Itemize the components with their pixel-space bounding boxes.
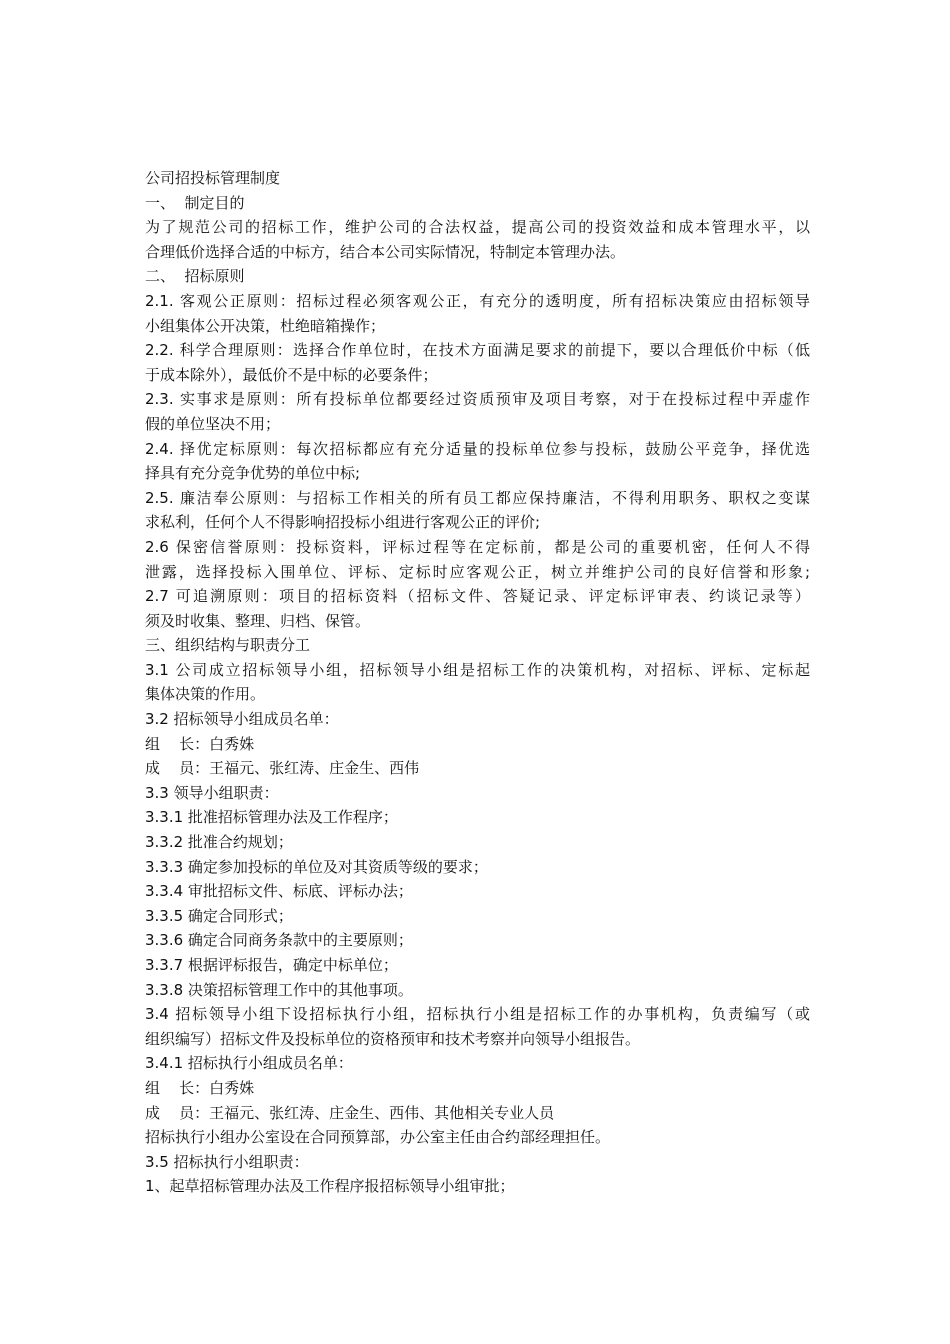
document-line: 2.3. 实事求是原则：所有投标单位都要经过资质预审及项目考察，对于在投标过程中弄虚作 — [145, 390, 810, 409]
document-body — [145, 166, 810, 1199]
document-line: 2.4. 择优定标原则：每次招标都应有充分适量的投标单位参与投标，鼓励公平竞争，择优选 — [145, 439, 810, 458]
document-line: 2.6 保密信誉原则：投标资料，评标过程等在定标前，都是公司的重要机密，任何人不得 — [145, 537, 810, 556]
document-line: 二、 招标原则 — [145, 267, 245, 286]
document-line: 3.4.1 招标执行小组成员名单： — [145, 1054, 353, 1073]
document-line: 成 员：王福元、张红涛、庄金生、西伟、其他相关专业人员 — [145, 1103, 555, 1122]
document-line: 小组集体公开决策，杜绝暗箱操作； — [145, 316, 386, 335]
document-line: 3.4 招标领导小组下设招标执行小组，招标执行小组是招标工作的办事机构，负责编写（或 — [145, 1005, 810, 1024]
document-line: 为了规范公司的招标工作，维护公司的合法权益，提高公司的投资效益和成本管理水平，以 — [145, 218, 810, 237]
document-line: 泄露，选择投标入围单位、评标、定标时应客观公正，树立并维护公司的良好信誉和形象; — [145, 562, 810, 581]
document-line: 成 员：王福元、张红涛、庄金生、西伟 — [145, 759, 420, 778]
document-line: 须及时收集、整理、归档、保管。 — [145, 611, 371, 630]
document-line: 3.5 招标执行小组职责： — [145, 1152, 309, 1171]
document-line: 3.3.8 决策招标管理工作中的其他事项。 — [145, 980, 413, 999]
document-line: 3.3.3 确定参加投标的单位及对其资质等级的要求； — [145, 857, 488, 876]
document-line: 3.3.6 确定合同商务条款中的主要原则； — [145, 931, 413, 950]
document-line: 2.1. 客观公正原则：招标过程必须客观公正，有充分的透明度，所有招标决策应由招标领导 — [145, 291, 810, 310]
document-line: 3.3.2 批准合约规划； — [145, 833, 293, 852]
document-line: 三、组织结构与职责分工 — [145, 636, 311, 655]
document-line: 择具有充分竞争优势的单位中标; — [145, 464, 361, 483]
document-line: 求私利，任何个人不得影响招投标小组进行客观公正的评价; — [145, 513, 541, 532]
document-line: 组织编写）招标文件及投标单位的资格预审和技术考察并向领导小组报告。 — [145, 1029, 641, 1048]
document-lines — [145, 191, 810, 1199]
document-line: 1、起草招标管理办法及工作程序报招标领导小组审批； — [145, 1177, 515, 1196]
document-line: 集体决策的作用。 — [145, 685, 266, 704]
document-line: 2.7 可追溯原则：项目的招标资料（招标文件、答疑记录、评定标评审表、约谈记录等） — [145, 587, 810, 606]
document-line: 假的单位坚决不用； — [145, 414, 281, 433]
document-line: 组 长：白秀姝 — [145, 734, 255, 753]
document-line: 2.5. 廉洁奉公原则：与招标工作相关的所有员工都应保持廉洁，不得利用职务、职权之变谋 — [145, 488, 810, 507]
document-line: 于成本除外），最低价不是中标的必要条件； — [145, 365, 438, 384]
document-line: 3.3.4 审批招标文件、标底、评标办法； — [145, 882, 413, 901]
document-line: 3.3.7 根据评标报告，确定中标单位； — [145, 956, 398, 974]
document-line: 3.3.1 批准招标管理办法及工作程序； — [145, 808, 398, 827]
document-line: 合理低价选择合适的中标方，结合本公司实际情况，特制定本管理办法。 — [145, 242, 626, 261]
document-title: 公司招投标管理制度 — [145, 169, 281, 187]
document-line: 招标执行小组办公室设在合同预算部，办公室主任由合约部经理担任。 — [145, 1128, 611, 1147]
document-line: 一、 制定目的 — [145, 193, 245, 212]
document-line: 3.3.5 确定合同形式； — [145, 906, 293, 925]
document-line: 3.1 公司成立招标领导小组，招标领导小组是招标工作的决策机构，对招标、评标、定标起 — [145, 660, 810, 679]
document-line: 2.2. 科学合理原则：选择合作单位时，在技术方面满足要求的前提下，要以合理低价中标（低 — [145, 341, 810, 360]
document-line: 3.3 领导小组职责： — [145, 783, 279, 802]
document-line: 3.2 招标领导小组成员名单： — [145, 710, 339, 729]
document-line: 组 长：白秀姝 — [145, 1078, 255, 1097]
